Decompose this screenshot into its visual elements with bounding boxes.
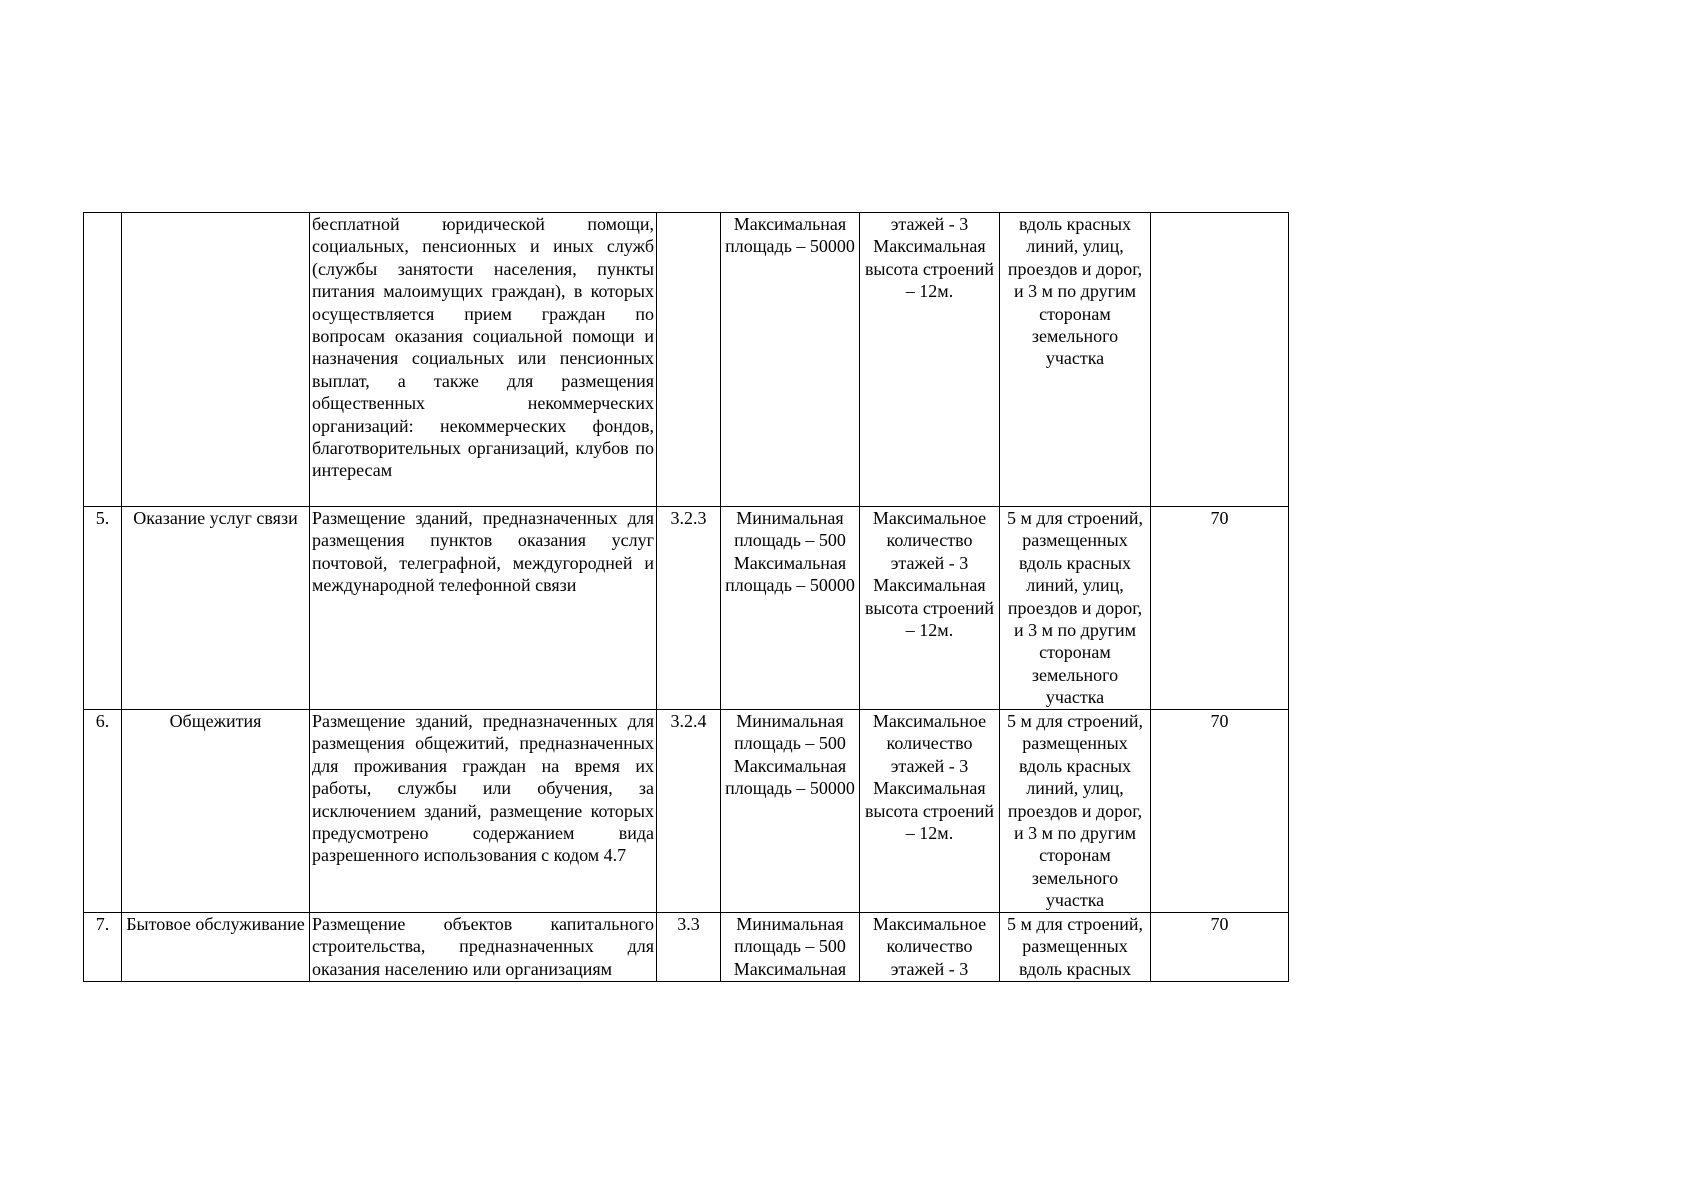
use-description: Размещение зданий, предназначенных для размещения общежитий, предназначенных для проживания граждан на время их работы, службы или обучения, за исключением зданий, размещение которых предусмотрено содержанием вида разрешенного использования с кодом 4.7 [310, 710, 657, 913]
setback-limits: 5 м для строений, размещенных вдоль красных линий, улиц, проездов и дорог, и 3 м по другим сторонам земельного участка [1000, 710, 1151, 913]
plot-area-limits: Максимальная площадь – 50000 [721, 213, 860, 507]
floors-height-limits: Максимальное количество этажей - 3 Максимальная высота строений – 12м. [860, 710, 1000, 913]
use-type-name: Бытовое обслуживание [122, 913, 310, 982]
plot-area-limits: Минимальная площадь – 500 Максимальная [721, 913, 860, 982]
floors-height-limits: Максимальное количество этажей - 3 [860, 913, 1000, 982]
classifier-code: 3.2.3 [657, 507, 721, 710]
table-row [84, 213, 1289, 507]
plot-area-limits: Минимальная площадь – 500 Максимальная площадь – 50000 [721, 507, 860, 710]
row-number [84, 213, 122, 507]
floors-height-limits: этажей - 3 Максимальная высота строений – 12м. [860, 213, 1000, 507]
use-description: Размещение зданий, предназначенных для размещения пунктов оказания услуг почтовой, телеграфной, междугородней и международной телефонной связи [310, 507, 657, 710]
table-row [84, 913, 1289, 982]
classifier-code: 3.3 [657, 913, 721, 982]
setback-limits: 5 м для строений, размещенных вдоль красных линий, улиц, проездов и дорог, и 3 м по другим сторонам земельного участка [1000, 507, 1151, 710]
max-coverage-percent: 70 [1151, 710, 1289, 913]
table-row [84, 507, 1289, 710]
plot-area-limits: Минимальная площадь – 500 Максимальная площадь – 50000 [721, 710, 860, 913]
floors-height-limits: Максимальное количество этажей - 3 Максимальная высота строений – 12м. [860, 507, 1000, 710]
setback-limits: вдоль красных линий, улиц, проездов и дорог, и 3 м по другим сторонам земельного участка [1000, 213, 1151, 507]
use-description: бесплатной юридической помощи, социальных, пенсионных и иных служб (службы занятости населения, пункты питания малоимущих граждан), в которых осуществляется прием граждан по вопросам оказания социальной помощи и назначения социальных или пенсионных выплат, а также для размещения общественных некоммерческих организаций: некоммерческих фондов, благотворительных организаций, клубов по интересам [310, 213, 657, 507]
use-type-name: Оказание услуг связи [122, 507, 310, 710]
max-coverage-percent [1151, 213, 1289, 507]
setback-limits: 5 м для строений, размещенных вдоль красных [1000, 913, 1151, 982]
use-type-name [122, 213, 310, 507]
row-number: 6. [84, 710, 122, 913]
zoning-regulations-table [83, 212, 1289, 982]
use-type-name: Общежития [122, 710, 310, 913]
table-row [84, 710, 1289, 913]
classifier-code: 3.2.4 [657, 710, 721, 913]
max-coverage-percent: 70 [1151, 913, 1289, 982]
classifier-code [657, 213, 721, 507]
use-description: Размещение объектов капитального строительства, предназначенных для оказания населению или организациям [310, 913, 657, 982]
max-coverage-percent: 70 [1151, 507, 1289, 710]
row-number: 5. [84, 507, 122, 710]
row-number: 7. [84, 913, 122, 982]
